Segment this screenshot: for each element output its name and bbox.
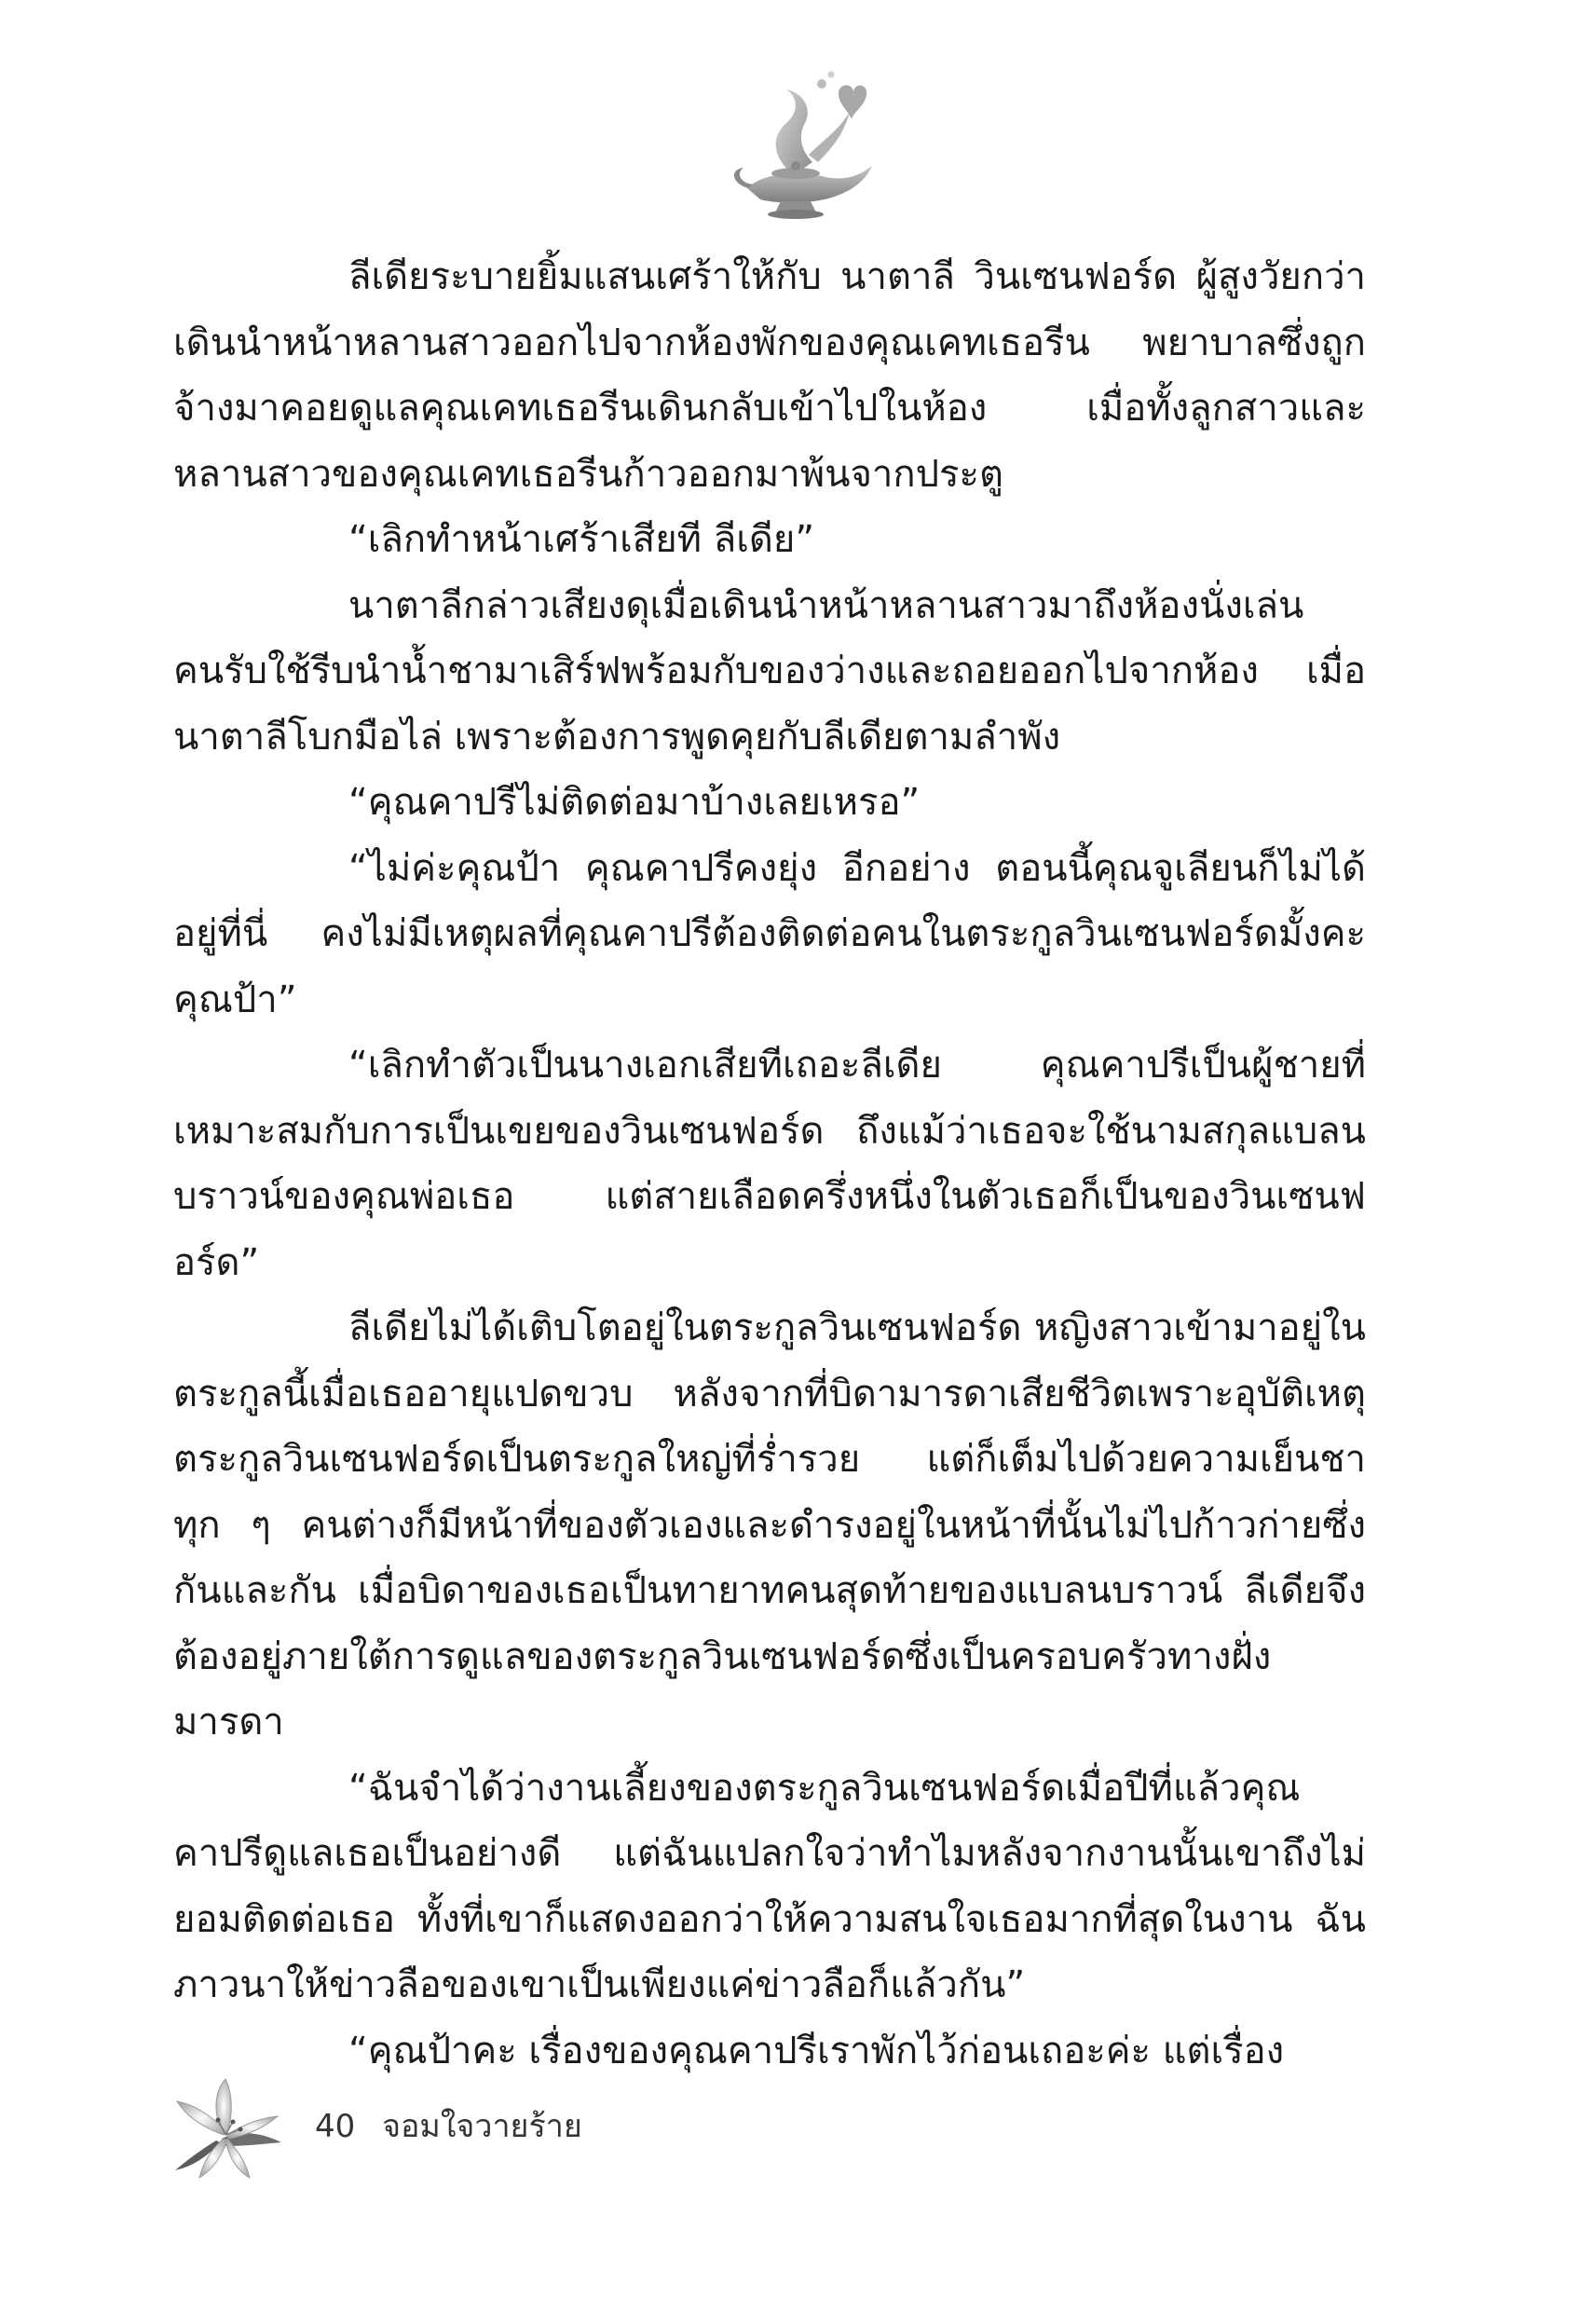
dialogue-paragraph: “คุณคาปรีไม่ติดต่อมาบ้างเลยเหรอ” — [348, 781, 921, 824]
page-number: 40 — [315, 2108, 356, 2145]
paragraph: ลีเดียไม่ได้เติบโตอยู่ในตระกูลวินเซนฟอร์ด หญิงสาวเข้ามาอยู่ในตระกูลนี้เมื่อเธออายุแปดขวบ หลังจากที่บิดามารดาเสียชีวิตเพราะอุบัติเหตุ ตระกูลวินเซนฟอร์ดเป็นตระกูลใหญ่ที่ร่ำรวย แต่ก็เต็มไปด้วยความเย็นชา ทุก ๆ คนต่างก็มีหน้าที่ของตัวเองและดำรงอยู่ในหน้าที่นั้นไม่ไปก้าวก่ายซึ่งกันและกัน เมื่อบิดาของเธอเป็นทายาทคนสุดท้ายของแบลนบราวน์ ลีเดียจึงต้องอยู่ภายใต้การดูแลของตระกูลวินเซนฟอร์ดซึ่งเป็นครอบครัวทางฝั่งมารดา — [173, 1306, 1366, 1744]
lily-flower-icon — [166, 2073, 287, 2185]
body-text — [173, 244, 1366, 2084]
dialogue-paragraph: “ฉันจำได้ว่างานเลี้ยงของตระกูลวินเซนฟอร์ดเมื่อปีที่แล้วคุณคาปรีดูแลเธอเป็นอย่างดี แต่ฉันแปลกใจว่าทำไมหลังจากงานนั้นเขาถึงไม่ยอมติดต่อเธอ ทั้งที่เขาก็แสดงออกว่าให้ความสนใจเธอมากที่สุดในงาน ฉันภาวนาให้ข่าวลือของเขาเป็นเพียงแค่ข่าวลือก็แล้วกัน” — [173, 1766, 1366, 2006]
dialogue-paragraph: “คุณป้าคะ เรื่องของคุณคาปรีเราพักไว้ก่อนเถอะค่ะ แต่เรื่อง — [348, 2029, 1285, 2072]
page-footer — [315, 2108, 582, 2145]
dialogue-paragraph: “ไม่ค่ะคุณป้า คุณคาปรีคงยุ่ง อีกอย่าง ตอนนี้คุณจูเลียนก็ไม่ได้อยู่ที่นี่ คงไม่มีเหตุผลที่คุณคาปรีต้องติดต่อคนในตระกูลวินเซนฟอร์ดมั้งคะคุณป้า” — [173, 846, 1366, 1021]
dialogue-paragraph: “เลิกทำหน้าเศร้าเสียที ลีเดีย” — [348, 518, 815, 561]
book-title: จอมใจวายร้าย — [382, 2108, 582, 2145]
paragraph: ลีเดียระบายยิ้มแสนเศร้าให้กับ นาตาลี วินเซนฟอร์ด ผู้สูงวัยกว่าเดินนำหน้าหลานสาวออกไปจากห้องพักของคุณเคทเธอรีน พยาบาลซึ่งถูกจ้างมาคอยดูแลคุณเคทเธอรีนเดินกลับเข้าไปในห้อง เมื่อทั้งลูกสาวและหลานสาวของคุณเคทเธอรีนก้าวออกมาพ้นจากประตู — [173, 255, 1366, 496]
genie-lamp-icon — [708, 65, 894, 233]
paragraph: นาตาลีกล่าวเสียงดุเมื่อเดินนำหน้าหลานสาวมาถึงห้องนั่งเล่น คนรับใช้รีบนำน้ำชามาเสิร์ฟพร้อมกับของว่างและถอยออกไปจากห้อง เมื่อนาตาลีโบกมือไล่ เพราะต้องการพูดคุยกับลีเดียตามลำพัง — [173, 583, 1366, 759]
dialogue-paragraph: “เลิกทำตัวเป็นนางเอกเสียทีเถอะลีเดีย คุณคาปรีเป็นผู้ชายที่เหมาะสมกับการเป็นเขยของวินเซนฟอร์ด ถึงแม้ว่าเธอจะใช้นามสกุลแบลนบราวน์ของคุณพ่อเธอ แต่สายเลือดครึ่งหนึ่งในตัวเธอก็เป็นของวินเซนฟอร์ด” — [173, 1044, 1366, 1284]
